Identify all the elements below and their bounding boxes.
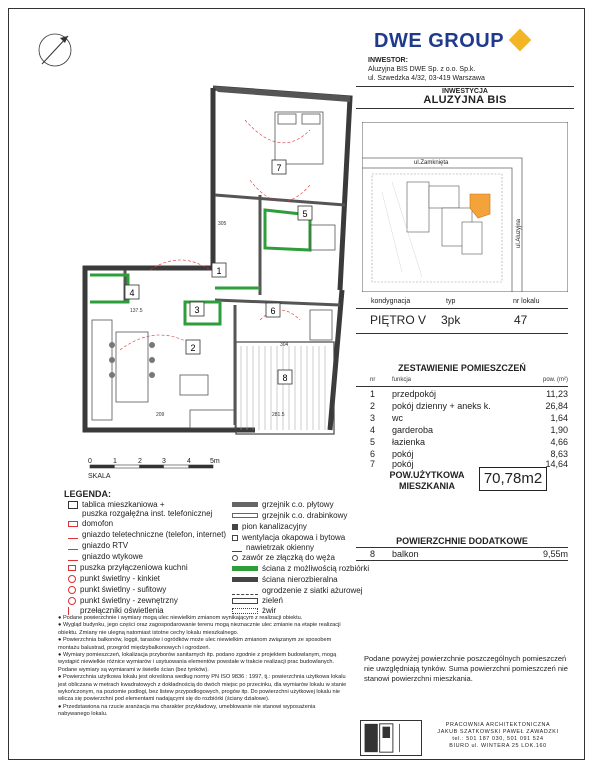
architect-line: tel.: 501 187 030, 501 091 524 — [452, 736, 544, 742]
legend-text: zieleń — [262, 596, 283, 605]
room-nr: 6 — [370, 449, 376, 459]
note-item: ● Przedstawiona na rzucie aranżacja ma charakter przykładowy, umeblowanie nie stanowi wyposażenia nabywanego lokalu. — [58, 703, 316, 718]
table-row — [370, 437, 568, 448]
dim-living: 209 — [156, 412, 165, 418]
architect-logo — [360, 720, 422, 756]
total-label-line-2: MIESZKANIA — [399, 481, 455, 491]
type-value: 3pk — [441, 313, 461, 327]
legend-text: punkt świetlny - sufitowy — [80, 585, 167, 594]
room-name: wc — [392, 413, 403, 423]
scale-tick-0: 0 — [88, 458, 92, 465]
area-disclaimer: Podane powyżej powierzchnie poszczególnych pomieszczeń nie uwzględniają tynków. Suma powierzchni pomieszczeń nie stanowi powierzchni mieszkania. — [364, 654, 568, 683]
legend-text: gniazdo teletechniczne (telefon, internet) — [82, 530, 227, 539]
room-3-label: 3 — [194, 305, 200, 315]
room-nr: 3 — [370, 413, 376, 423]
room-name: pokój — [392, 449, 414, 459]
ventilation-icon — [232, 535, 238, 541]
legend-item — [68, 573, 160, 584]
legend-item — [232, 510, 347, 521]
room-name: przedpokój — [392, 389, 437, 399]
loadbearing-wall-icon — [232, 577, 258, 582]
architect-line: BIURO ul. WINTERA 25 LOK.160 — [449, 743, 547, 749]
scale-tick-1: 1 — [113, 458, 117, 465]
room-1-label: 1 — [216, 266, 222, 276]
legend-item — [232, 521, 307, 532]
legend-text: gniazdo wtykowe — [82, 552, 143, 561]
total-area-value: 70,78m2 — [479, 467, 547, 491]
brand-diamond-icon — [509, 29, 532, 52]
telecom-socket-icon — [68, 531, 78, 539]
col-nr: nr — [370, 377, 376, 383]
greenery-icon — [232, 598, 258, 604]
scale-bar — [88, 455, 228, 485]
divider — [356, 308, 568, 309]
total-area-label — [372, 470, 482, 492]
dim-kitchen: 137.5 — [130, 308, 143, 314]
north-arrow-icon — [39, 34, 71, 66]
street-right-label: ul.Aluzyjna — [516, 218, 522, 248]
legend-item — [232, 552, 335, 563]
investment-label: INWESTYCJA — [442, 88, 488, 95]
scale-label: SKALA — [88, 473, 111, 480]
sewer-riser-icon — [232, 524, 238, 530]
legend-item — [68, 551, 143, 562]
legend-text: puszka rozgałęźna inst. telefonicznej — [82, 509, 213, 518]
legend-text: zawór ze złączką do węża — [242, 553, 335, 562]
legend-text: grzejnik c.o. drabinkowy — [262, 511, 348, 520]
room-nr: 4 — [370, 425, 376, 435]
site-map — [362, 122, 568, 292]
brand-logo — [374, 30, 574, 56]
legend-text: żwir — [262, 606, 277, 615]
intercom-icon — [68, 521, 78, 527]
note-item: ● Powierzchnia balkonów, loggii, tarasów i ogródków może ulec niewielkim zmianom związanym ze sposobem montażu balustrad, przegród międzybalkonowych i ogrodzeń. — [58, 637, 332, 651]
legend-text: ściana z możliwością rozbiórki — [262, 564, 370, 573]
legend-text: punkt świetlny - kinkiet — [80, 574, 161, 583]
legend-item — [68, 584, 166, 595]
room-5-label: 5 — [302, 209, 308, 219]
rtv-socket-icon — [68, 542, 78, 550]
legend-text: domofon — [82, 519, 114, 528]
scale-tick-5: 5m — [210, 458, 220, 465]
gravel-icon — [232, 608, 258, 614]
note-text: Powierzchnia balkonów, loggii, tarasów i ogródków może ulec niewielkim zmianom związanym ze sposobem montażu balustrad, przegród międzybalkonowych i ogrodzeń. — [58, 637, 332, 651]
dim-balcony: 281.5 — [272, 412, 285, 418]
room-7-label: 7 — [276, 163, 282, 173]
legend-text: puszka przyłączeniowa kuchni — [80, 563, 188, 572]
room-name: garderoba — [392, 425, 434, 435]
total-label-line-1: POW.UŻYTKOWA — [389, 470, 465, 480]
demolishable-wall-icon — [232, 566, 258, 571]
divider — [356, 333, 568, 334]
legend-title: LEGENDA: — [64, 489, 111, 499]
note-text: Powierzchnia użytkowa lokalu jest określona według normy PN ISO 9836 : 1997, tj.: powierzchnia użytkowa lokalu jest obliczana w metrach kwadratowych z dokładnością do dwóch miejsc po przecinku, dla wymiarów lokalu w stanie wykończonym, na poziomie podłogi, bez listew przypodłogowych, progów itp. Do powierzchni użytkowej lokalu nie wlicza się powierzchni pod elementami nadającymi się do rozbiórki (ściany działowe). — [58, 674, 347, 703]
architect-info — [427, 722, 569, 750]
legend-text: pion kanalizacyjny — [242, 522, 307, 531]
room-6-label: 6 — [270, 306, 276, 316]
room-2-label: 2 — [190, 343, 196, 353]
legend-item — [232, 574, 338, 585]
legend-item — [68, 562, 188, 573]
investor-name: Aluzyjna BIS DWE Sp. z o.o. Sp.k. — [368, 66, 476, 73]
type-label: typ — [446, 298, 456, 305]
ladder-radiator-icon — [232, 513, 258, 518]
room-area: 14,64 — [545, 459, 568, 469]
room-area: 1,64 — [550, 413, 568, 423]
note-item: ● Podane powierzchnie i wymiary mogą ulec niewielkim zmianom wynikającym z realizacji obiektu. — [58, 615, 303, 621]
divider — [356, 86, 574, 87]
mesh-fence-icon — [232, 587, 258, 595]
room-8-label: 8 — [282, 373, 288, 383]
floor-label: kondygnacja — [371, 298, 411, 305]
room-nr: 1 — [370, 389, 376, 399]
room-area: 8,63 — [550, 449, 568, 459]
legend-item — [68, 529, 226, 540]
table-row — [370, 389, 568, 400]
power-socket-icon — [68, 553, 78, 561]
legend-item — [68, 518, 113, 529]
note-item: ● Wymiary pomieszczeń, lokalizacja przyborów sanitarnych itp. podano zgodnie z projektem budowlanym, mogą wystąpić niewielkie różnice wymiarów i usytuowania elementów powstałe w trakcie realizacji prac budowlanych. Podane wymiary są wymiarami w świetle ścian (bez tynków). — [58, 652, 337, 673]
note-text: Wymiary pomieszczeń, lokalizacja przyborów sanitarnych itp. podano zgodnie z projektem budowlanym, mogą wystąpić niewielkie różnice wymiarów i usytuowania elementów powstałe w trakcie realizacji prac budowlanych. Podane wymiary są wymiarami w świetle ścian (bez tynków). — [58, 652, 337, 673]
rooms-section-title: ZESTAWIENIE POMIESZCZEŃ — [398, 363, 526, 373]
table-row — [370, 413, 568, 424]
divider — [356, 547, 568, 548]
architect-line: PRACOWNIA ARCHITEKTONICZNA — [445, 722, 551, 728]
scale-tick-3: 3 — [162, 458, 166, 465]
disclaimer-notes — [58, 615, 348, 719]
legend-item — [232, 499, 334, 510]
col-name: funkcja — [392, 377, 412, 383]
panel-icon — [68, 501, 78, 509]
investor-address: ul. Szwedzka 4/32, 03-419 Warszawa — [368, 75, 485, 82]
room-nr: 2 — [370, 401, 376, 411]
legend-text: grzejnik c.o. płytowy — [262, 500, 334, 509]
table-row — [370, 549, 568, 560]
col-area: pow. (m²) — [542, 377, 568, 383]
divider — [356, 108, 574, 109]
architect-line: JAKUB SZATKOWSKI PAWEŁ ZAWADZKI — [437, 729, 559, 735]
divider — [356, 386, 568, 387]
note-text: Podane powierzchnie i wymiary mogą ulec niewielkim zmianom wynikającym z realizacji obiektu. — [62, 615, 303, 621]
investor-block — [368, 56, 485, 83]
scale-tick-2: 2 — [138, 458, 142, 465]
legend-text: tablica mieszkaniowa + — [82, 500, 165, 509]
room-name: łazienka — [392, 437, 426, 447]
kitchen-box-icon — [68, 565, 76, 571]
investor-label: INWESTOR: — [368, 57, 408, 64]
scale-tick-4: 4 — [187, 458, 191, 465]
note-item: ● Powierzchnia użytkowa lokalu jest określona według normy PN ISO 9836 : 1997, tj.: powierzchnia użytkowa lokalu jest obliczana w metrach kwadratowych z dokładnością do dwóch miejsc po przecinku, dla wymiarów lokalu w stanie wykończonym, na poziomie podłogi, bez listew przypodłogowych, progów itp. Do powierzchni użytkowej lokalu nie wlicza się powierzchni pod elementami nadającymi się do rozbiórki (ściany działowe). — [58, 674, 347, 703]
room-badges — [125, 160, 312, 384]
legend-text: przełączniki oświetlenia — [80, 606, 164, 615]
street-top-label: ul.Zamknięta — [414, 160, 449, 166]
table-row — [370, 401, 568, 412]
extra-section-title: POWIERZCHNIE DODATKOWE — [396, 536, 528, 546]
panel-radiator-icon — [232, 502, 258, 507]
room-area: 1,90 — [550, 425, 568, 435]
investment-name: ALUZYJNA BIS — [423, 94, 507, 106]
note-text: Przedstawiona na rzucie aranżacja ma charakter przykładowy, umeblowanie nie stanowi wyposażenia nabywanego lokalu. — [58, 703, 316, 718]
note-item: ● Wygląd budynku, jego części oraz zagospodarowanie terenu mogą nieznacznie ulec zmianie na etapie realizacji obiektu. Zmiany nie ulegną natomiast istotne cechy lokalu mieszkalnego. — [58, 622, 341, 636]
room-area: 9,55m — [542, 549, 568, 559]
dim-balcony-top: 304 — [280, 342, 289, 348]
brand-name: DWE GROUP — [374, 30, 505, 52]
switch-icon — [68, 607, 76, 615]
legend-text: gniazdo RTV — [82, 541, 129, 550]
room-area: 26,84 — [545, 401, 568, 411]
ceiling-lamp-icon — [68, 586, 76, 594]
unit-nr-label: nr lokalu — [513, 298, 540, 305]
wall-lamp-icon — [68, 575, 76, 583]
room-area: 4,66 — [550, 437, 568, 447]
legend-text: ściana nierozbieralna — [262, 575, 338, 584]
dim-hall: 305 — [218, 221, 227, 227]
unit-nr-value: 47 — [514, 313, 528, 327]
legend-text: ogrodzenie z siatki ażurowej — [262, 586, 363, 595]
room-4-label: 4 — [129, 288, 135, 298]
room-name: balkon — [392, 549, 419, 559]
legend-item — [68, 540, 128, 551]
floor-value: PIĘTRO V — [370, 313, 427, 327]
window-vent-icon — [232, 544, 242, 552]
divider — [356, 560, 568, 561]
room-nr: 8 — [370, 549, 376, 559]
floor-plan — [10, 20, 355, 460]
room-nr: 7 — [370, 459, 376, 469]
legend-text: punkt świetlny - zewnętrzny — [80, 596, 178, 605]
legend-item — [232, 563, 369, 574]
room-nr: 5 — [370, 437, 376, 447]
hose-valve-icon — [232, 555, 238, 561]
legend-text: wentylacja okapowa i bytowa — [242, 533, 346, 542]
room-area: 11,23 — [546, 389, 568, 399]
room-name: pokój dzienny + aneks k. — [392, 401, 491, 411]
legend-text: nawietrzak okienny — [246, 543, 315, 552]
outdoor-lamp-icon — [68, 597, 76, 605]
note-text: Wygląd budynku, jego części oraz zagospodarowanie terenu mogą nieznacznie ulec zmianie na etapie realizacji obiektu. Zmiany nie ulegną natomiast istotne cechy lokalu mieszkalnego. — [58, 622, 341, 636]
table-row — [370, 425, 568, 436]
room-name: pokój — [392, 459, 414, 469]
